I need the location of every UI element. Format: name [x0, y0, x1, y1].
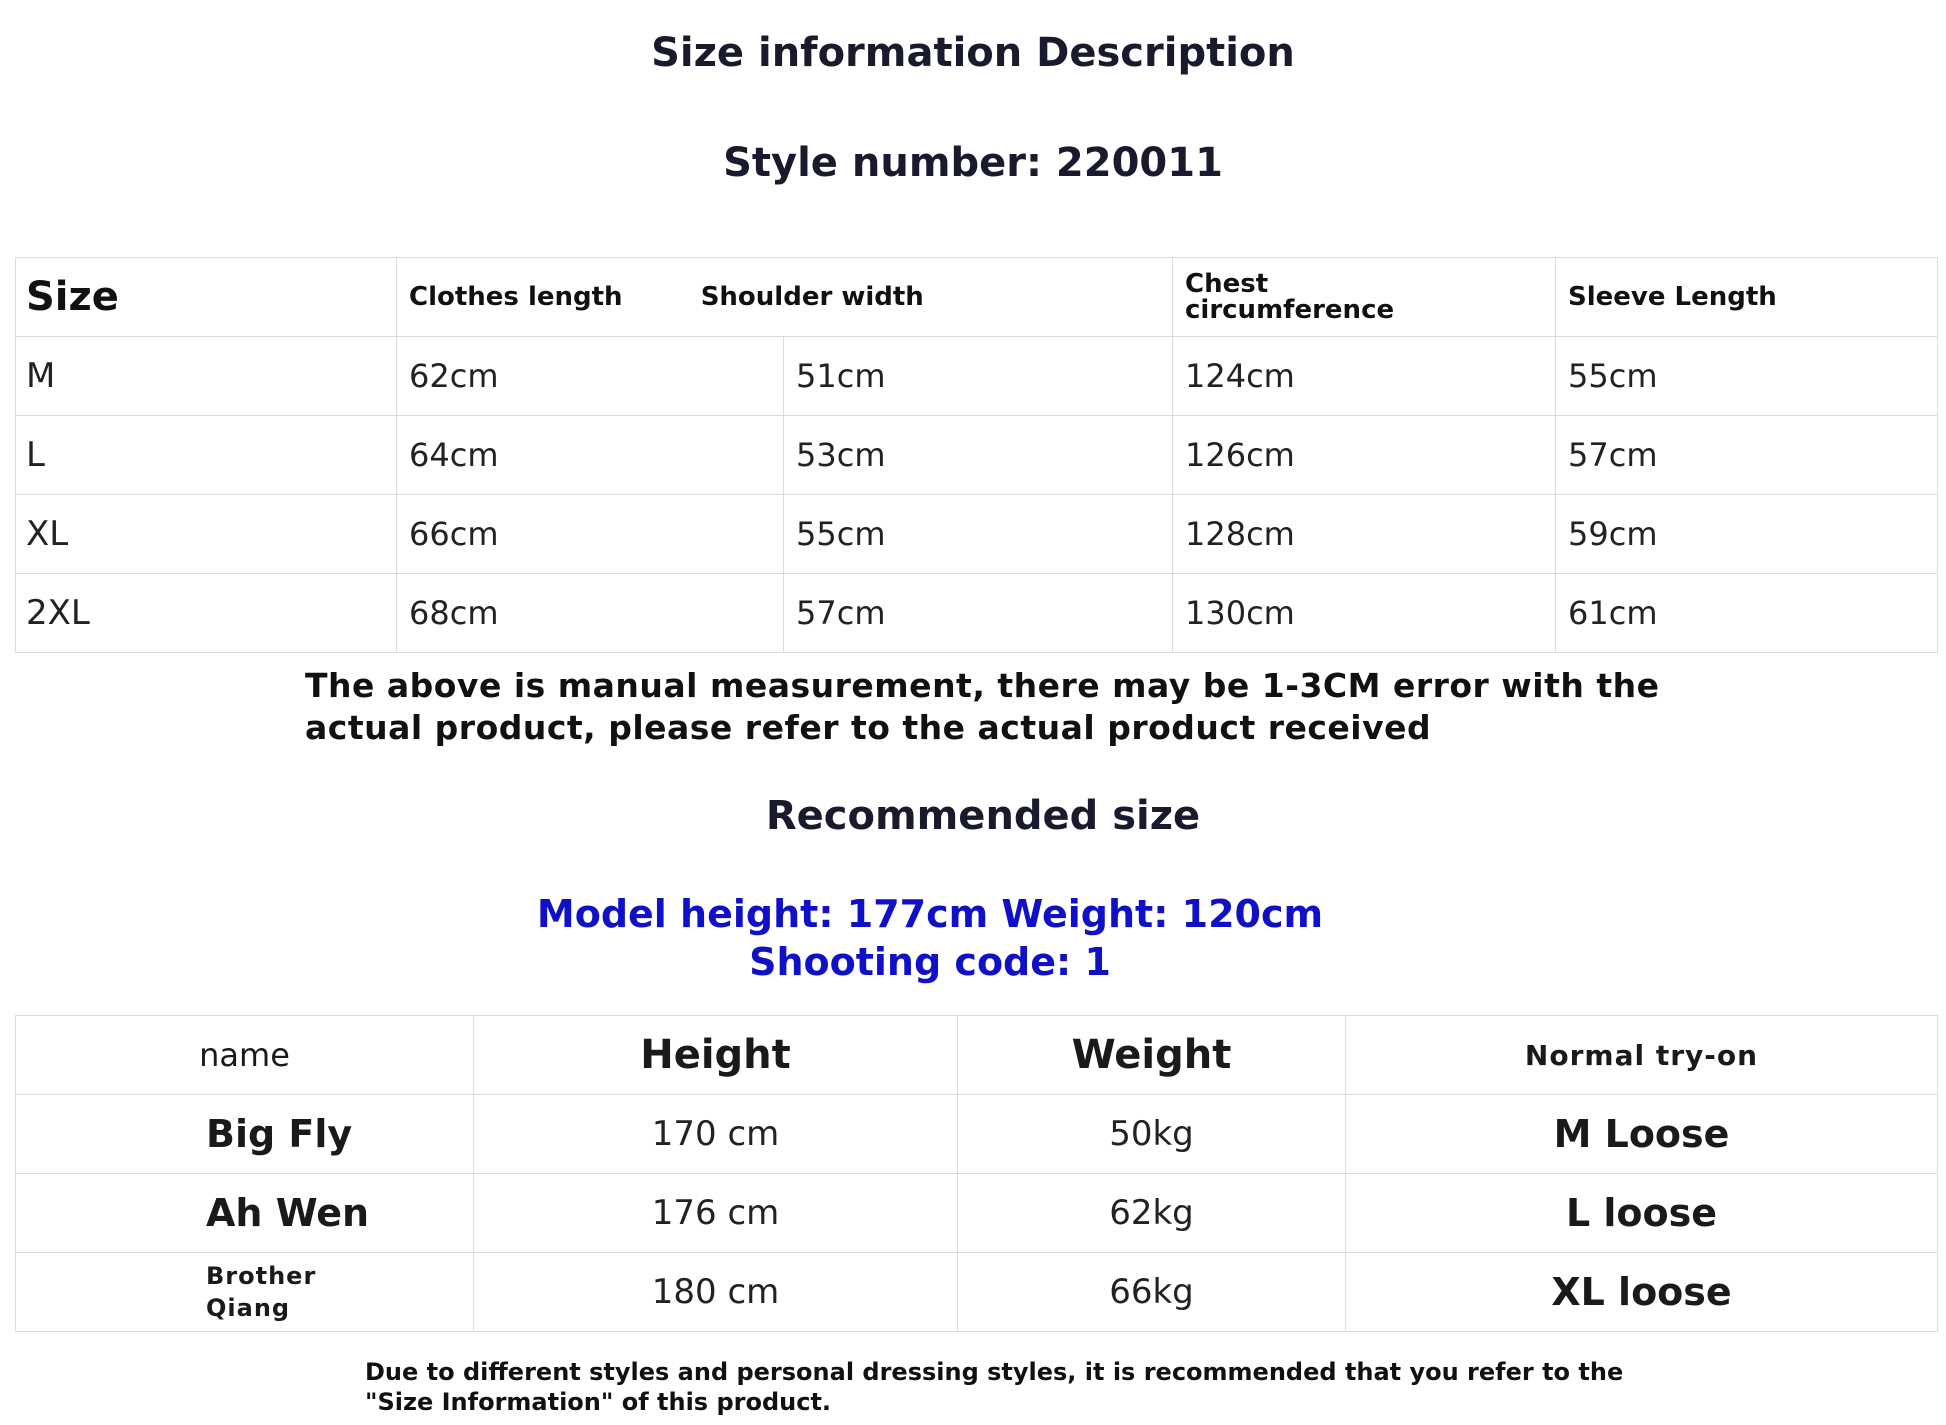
shooting-code: Shooting code: 1 [749, 940, 1111, 984]
name-cell: Ah Wen [16, 1174, 474, 1253]
name-cell [16, 1253, 474, 1332]
header-clothes-length: Clothes length [409, 282, 623, 312]
clothes-length-cell: 68cm [397, 574, 784, 653]
shoulder-width-cell: 57cm [784, 574, 1173, 653]
header-size: Size [16, 258, 397, 337]
shoulder-width-cell: 51cm [784, 337, 1173, 416]
chest-cell: 128cm [1173, 495, 1556, 574]
table-row [16, 495, 1938, 574]
chest-cell: 130cm [1173, 574, 1556, 653]
table-row [16, 337, 1938, 416]
header-height: Height [474, 1016, 958, 1095]
clothes-length-cell: 62cm [397, 337, 784, 416]
size-cell: XL [16, 495, 397, 574]
try-on-cell: M Loose [1346, 1095, 1938, 1174]
model-height-weight: Model height: 177cm Weight: 120cm [536, 892, 1324, 936]
clothes-length-cell: 66cm [397, 495, 784, 574]
weight-cell: 66kg [958, 1253, 1346, 1332]
table-row [16, 574, 1938, 653]
height-cell: 180 cm [474, 1253, 958, 1332]
table-row [16, 1095, 1938, 1174]
sleeve-cell: 61cm [1556, 574, 1938, 653]
sleeve-cell: 55cm [1556, 337, 1938, 416]
table-row [16, 1253, 1938, 1332]
sleeve-cell: 59cm [1556, 495, 1938, 574]
clothes-length-cell: 64cm [397, 416, 784, 495]
recommend-table [15, 1015, 1938, 1332]
size-cell: L [16, 416, 397, 495]
header-name: name [16, 1016, 474, 1095]
chest-cell: 124cm [1173, 337, 1556, 416]
header-length-shoulder [397, 258, 1173, 337]
header-chest-circumference [1173, 258, 1556, 337]
weight-cell: 50kg [958, 1095, 1346, 1174]
size-cell: 2XL [16, 574, 397, 653]
size-table [15, 257, 1938, 653]
height-cell: 170 cm [474, 1095, 958, 1174]
weight-cell: 62kg [958, 1174, 1346, 1253]
table-row [16, 1174, 1938, 1253]
header-weight: Weight [958, 1016, 1346, 1095]
name-text: Brother Qiang [206, 1262, 317, 1322]
header-sleeve-length: Sleeve Length [1556, 258, 1938, 337]
name-cell: Big Fly [16, 1095, 474, 1174]
page-title: Size information Description [651, 30, 1295, 76]
height-cell: 176 cm [474, 1174, 958, 1253]
sleeve-cell: 57cm [1556, 416, 1938, 495]
header-normal-try-on: Normal try-on [1346, 1016, 1938, 1095]
try-on-cell: L loose [1346, 1174, 1938, 1253]
recommended-title: Recommended size [765, 793, 1201, 839]
table-row [16, 416, 1938, 495]
size-table-header [16, 258, 1938, 337]
header-chest-text: Chest circumference [1185, 269, 1395, 325]
size-cell: M [16, 337, 397, 416]
header-shoulder-width: Shoulder width [700, 282, 924, 312]
measurement-note: The above is manual measurement, there may be 1-3CM error with the actual product, please refer to the actual product received [305, 666, 1660, 747]
style-number: Style number: 220011 [723, 140, 1223, 186]
footer-note: Due to different styles and personal dressing styles, it is recommended that you refer to the "Size Information" of this product. [365, 1358, 1624, 1416]
chest-cell: 126cm [1173, 416, 1556, 495]
recommend-table-header [16, 1016, 1938, 1095]
shoulder-width-cell: 55cm [784, 495, 1173, 574]
model-info [0, 890, 1860, 986]
try-on-cell: XL loose [1346, 1253, 1938, 1332]
shoulder-width-cell: 53cm [784, 416, 1173, 495]
